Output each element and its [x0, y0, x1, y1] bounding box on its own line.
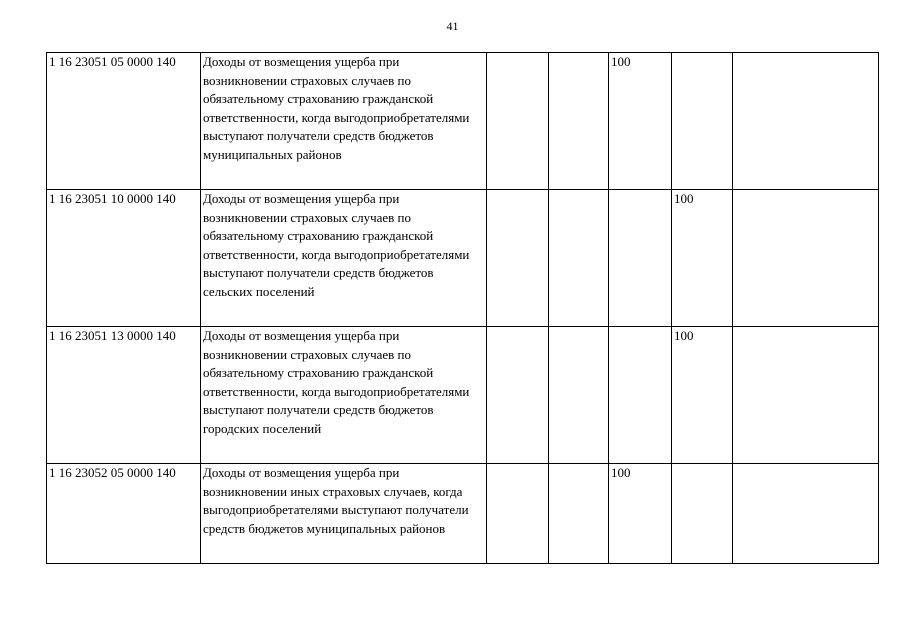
revenue-description-cell: Доходы от возмещения ущерба при возникновении страховых случаев по обязательному страхованию гражданской ответственности, когда выгодоприобретателями выступают получатели средств бюджетов городских поселений: [201, 327, 487, 464]
revenue-description-cell: Доходы от возмещения ущерба при возникновении иных страховых случаев, когда выгодоприобретателями выступают получатели средств бюджетов муниципальных районов: [201, 464, 487, 564]
value-cell-2: [549, 53, 609, 190]
value-cell-1: [487, 464, 549, 564]
value-cell-4: [672, 53, 733, 190]
value-cell-3: 100: [609, 53, 672, 190]
value-cell-1: [487, 190, 549, 327]
value-cell-1: [487, 53, 549, 190]
value-cell-5: [733, 53, 879, 190]
value-cell-5: [733, 464, 879, 564]
revenue-code-cell: 1 16 23051 10 0000 140: [47, 190, 201, 327]
page-number: 41: [446, 19, 459, 33]
value-cell-4: 100: [672, 327, 733, 464]
value-cell-3: 100: [609, 464, 672, 564]
value-cell-5: [733, 190, 879, 327]
revenue-code-cell: 1 16 23051 05 0000 140: [47, 53, 201, 190]
value-cell-2: [549, 464, 609, 564]
table-row: [47, 464, 879, 564]
budget-revenue-table: [46, 52, 879, 564]
revenue-code-cell: 1 16 23051 13 0000 140: [47, 327, 201, 464]
value-cell-4: [672, 464, 733, 564]
revenue-description-cell: Доходы от возмещения ущерба при возникновении страховых случаев по обязательному страхованию гражданской ответственности, когда выгодоприобретателями выступают получатели средств бюджетов сельских поселений: [201, 190, 487, 327]
revenue-code-cell: 1 16 23052 05 0000 140: [47, 464, 201, 564]
table-row: [47, 53, 879, 190]
value-cell-3: [609, 327, 672, 464]
value-cell-1: [487, 327, 549, 464]
value-cell-4: 100: [672, 190, 733, 327]
value-cell-2: [549, 190, 609, 327]
value-cell-5: [733, 327, 879, 464]
value-cell-2: [549, 327, 609, 464]
value-cell-3: [609, 190, 672, 327]
table-row: [47, 190, 879, 327]
table-row: [47, 327, 879, 464]
revenue-description-cell: Доходы от возмещения ущерба при возникновении страховых случаев по обязательному страхованию гражданской ответственности, когда выгодоприобретателями выступают получатели средств бюджетов муниципальных районов: [201, 53, 487, 190]
